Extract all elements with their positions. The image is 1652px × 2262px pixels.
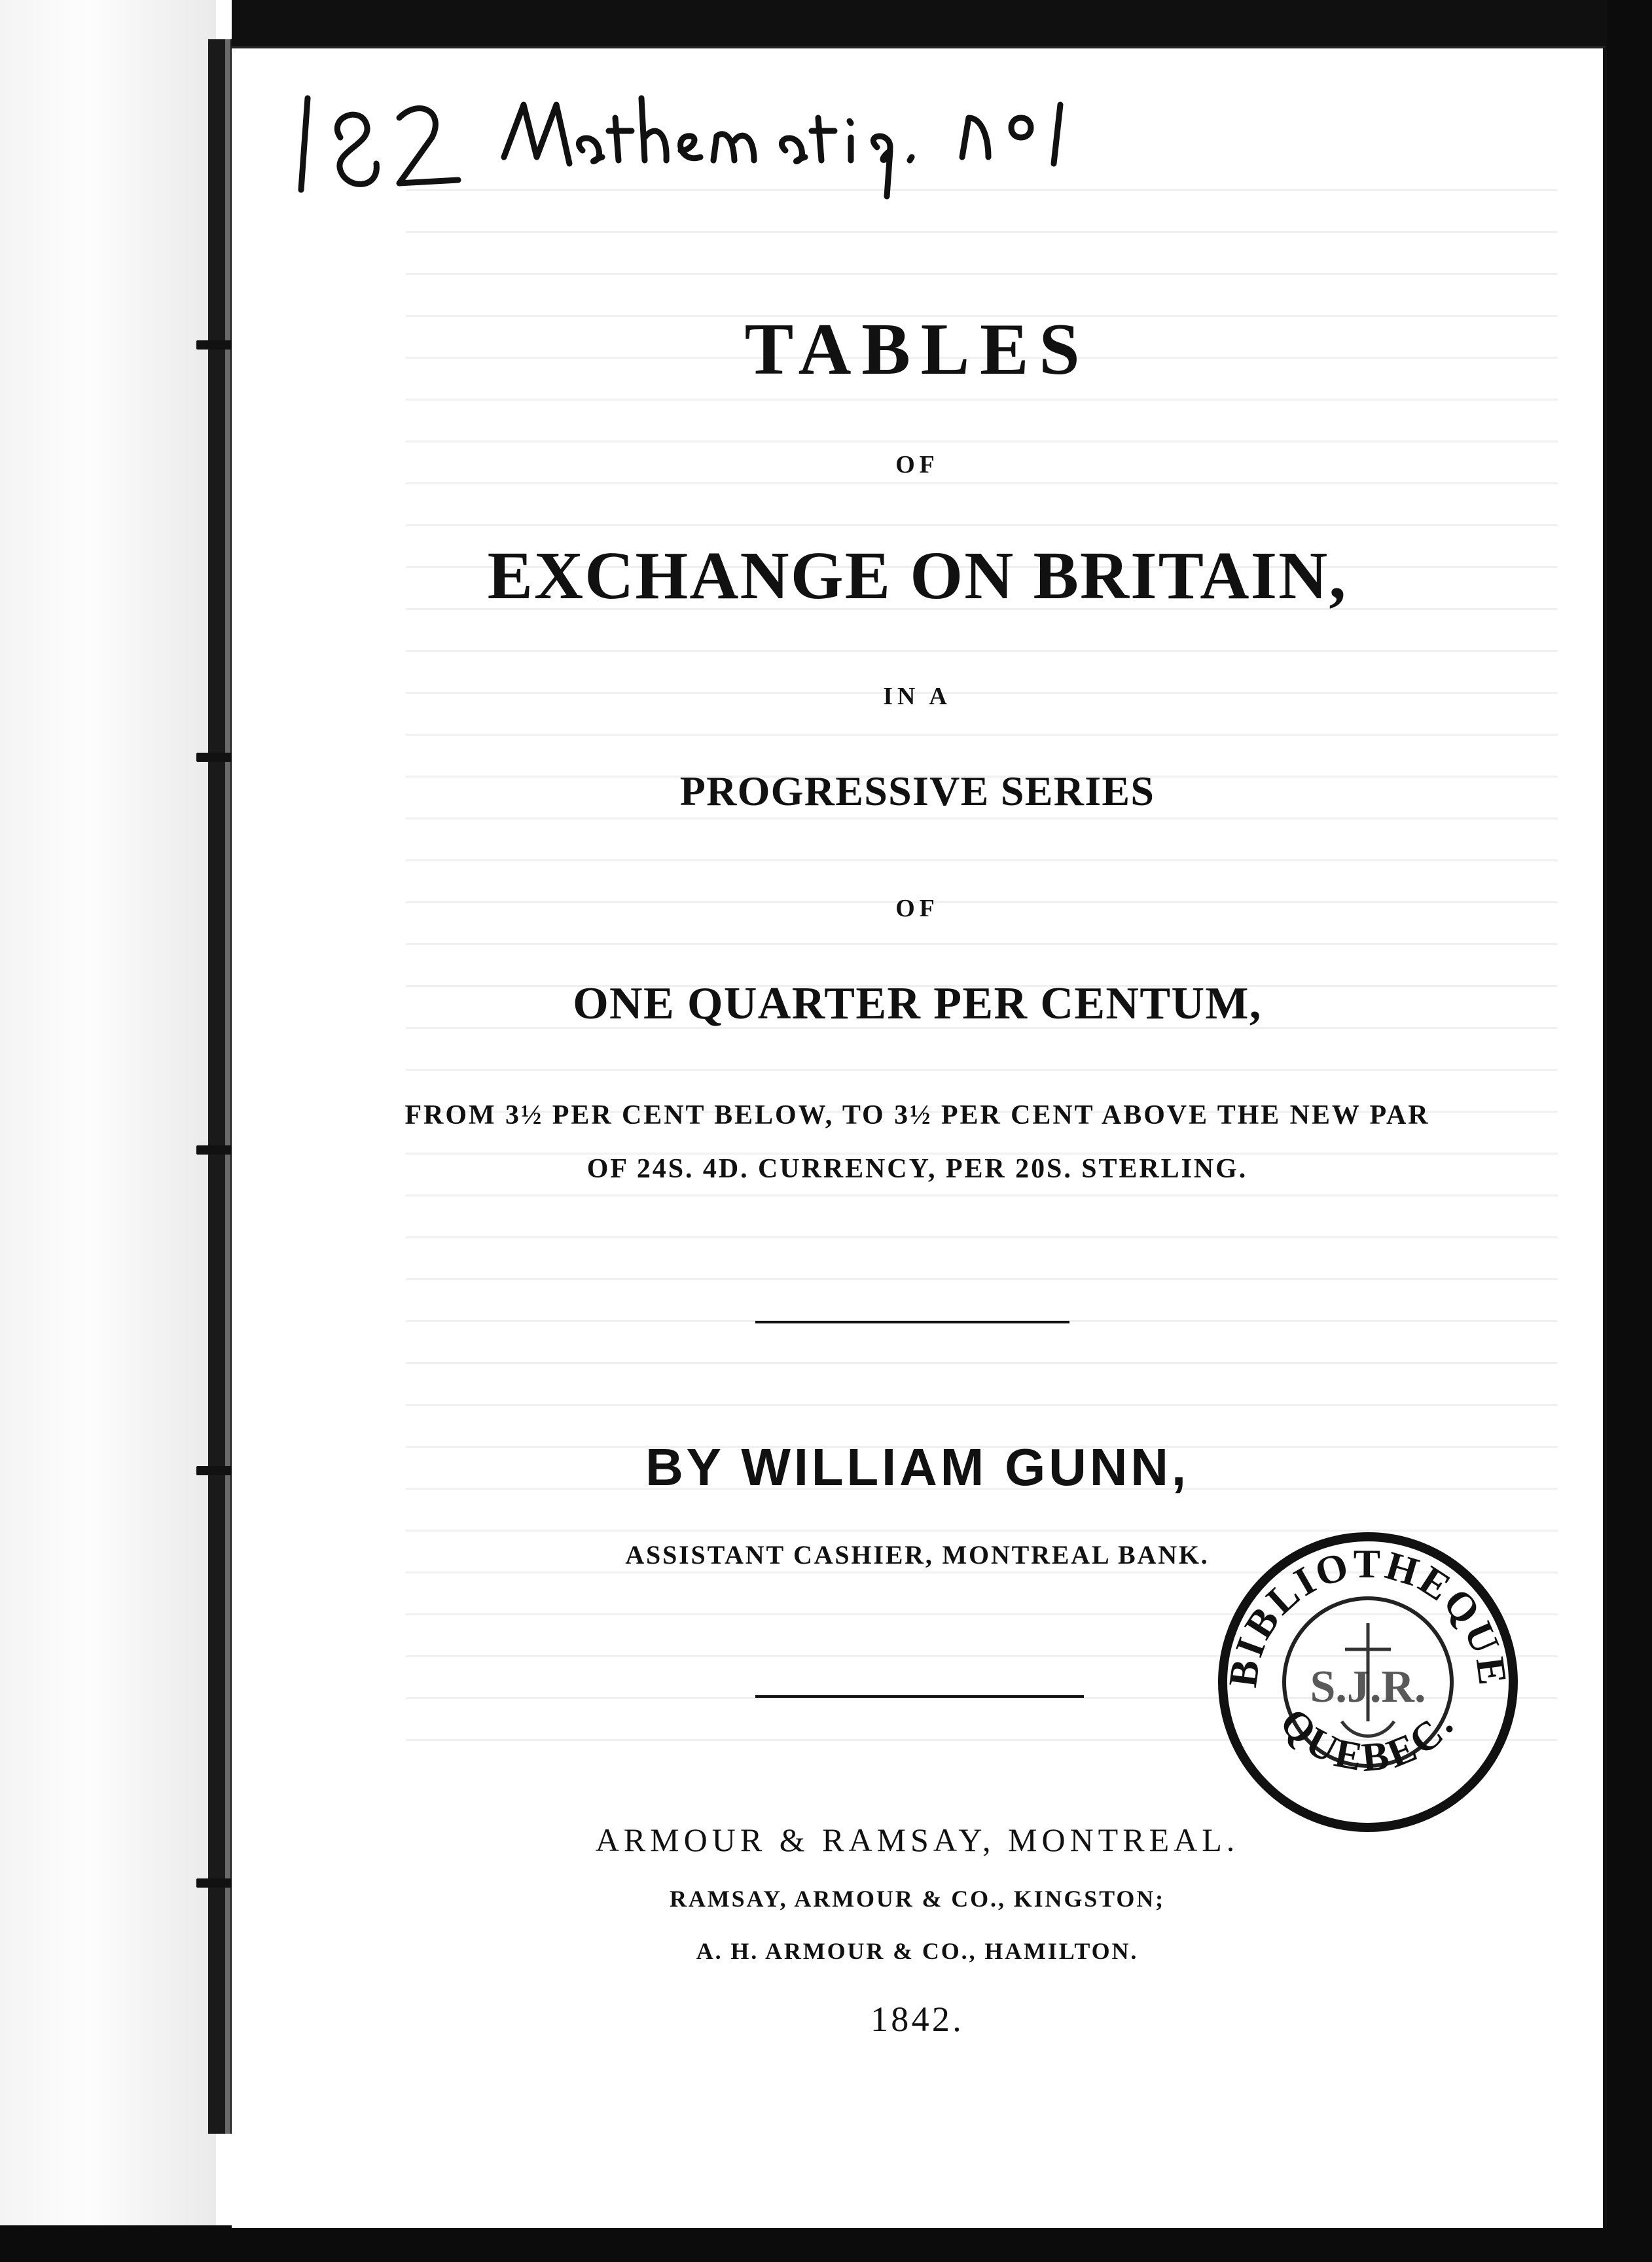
author-line: BY WILLIAM GUNN,: [645, 1438, 1189, 1496]
title-connector-of: OF: [895, 451, 939, 478]
binding-stitch: [196, 340, 236, 350]
rate-title: ONE QUARTER PER CENTUM,: [573, 978, 1262, 1029]
title-connector-in-a: IN A: [883, 683, 952, 710]
book-title: TABLES: [744, 309, 1090, 390]
scan-border-right: [1607, 0, 1652, 2262]
scan-border-top: [232, 0, 1652, 46]
publication-year: 1842.: [870, 2000, 965, 2039]
svg-text:BIBLIOTHEQUE: BIBLIOTHEQUE: [1220, 1541, 1516, 1690]
publisher-hamilton: A. H. ARMOUR & CO., HAMILTON.: [696, 1938, 1139, 1964]
publisher-main: ARMOUR & RAMSAY, MONTREAL.: [595, 1822, 1240, 1858]
handwritten-shelfmark: [288, 59, 1204, 216]
series-title: PROGRESSIVE SERIES: [679, 768, 1155, 814]
bleed-through-table: [406, 170, 1558, 1741]
binding-stitch: [196, 1145, 236, 1155]
library-stamp: [1211, 1525, 1525, 1839]
binding-stitch: [196, 1878, 236, 1888]
binding-stitch: [196, 1466, 236, 1475]
divider-rule: [755, 1321, 1069, 1323]
publisher-kingston: RAMSAY, ARMOUR & CO., KINGSTON;: [669, 1886, 1166, 1912]
adjacent-page-edge: [0, 0, 216, 2262]
range-description-line-2: OF 24S. 4D. CURRENCY, PER 20S. STERLING.: [586, 1154, 1248, 1184]
scan-border-bottom: [0, 2225, 1652, 2262]
book-gutter-highlight: [225, 39, 230, 2134]
range-description-line-1: FROM 3½ PER CENT BELOW, TO 3½ PER CENT ABOVE THE NEW PAR: [404, 1100, 1430, 1130]
main-title: EXCHANGE ON BRITAIN,: [487, 538, 1348, 613]
author-position: ASSISTANT CASHIER, MONTREAL BANK.: [625, 1540, 1210, 1570]
svg-text:QUEBEC.: QUEBEC.: [1271, 1700, 1465, 1781]
title-connector-of-2: OF: [895, 895, 939, 922]
divider-rule: [755, 1695, 1084, 1698]
svg-text:S.J.R.: S.J.R.: [1310, 1662, 1426, 1712]
binding-stitch: [196, 753, 236, 762]
